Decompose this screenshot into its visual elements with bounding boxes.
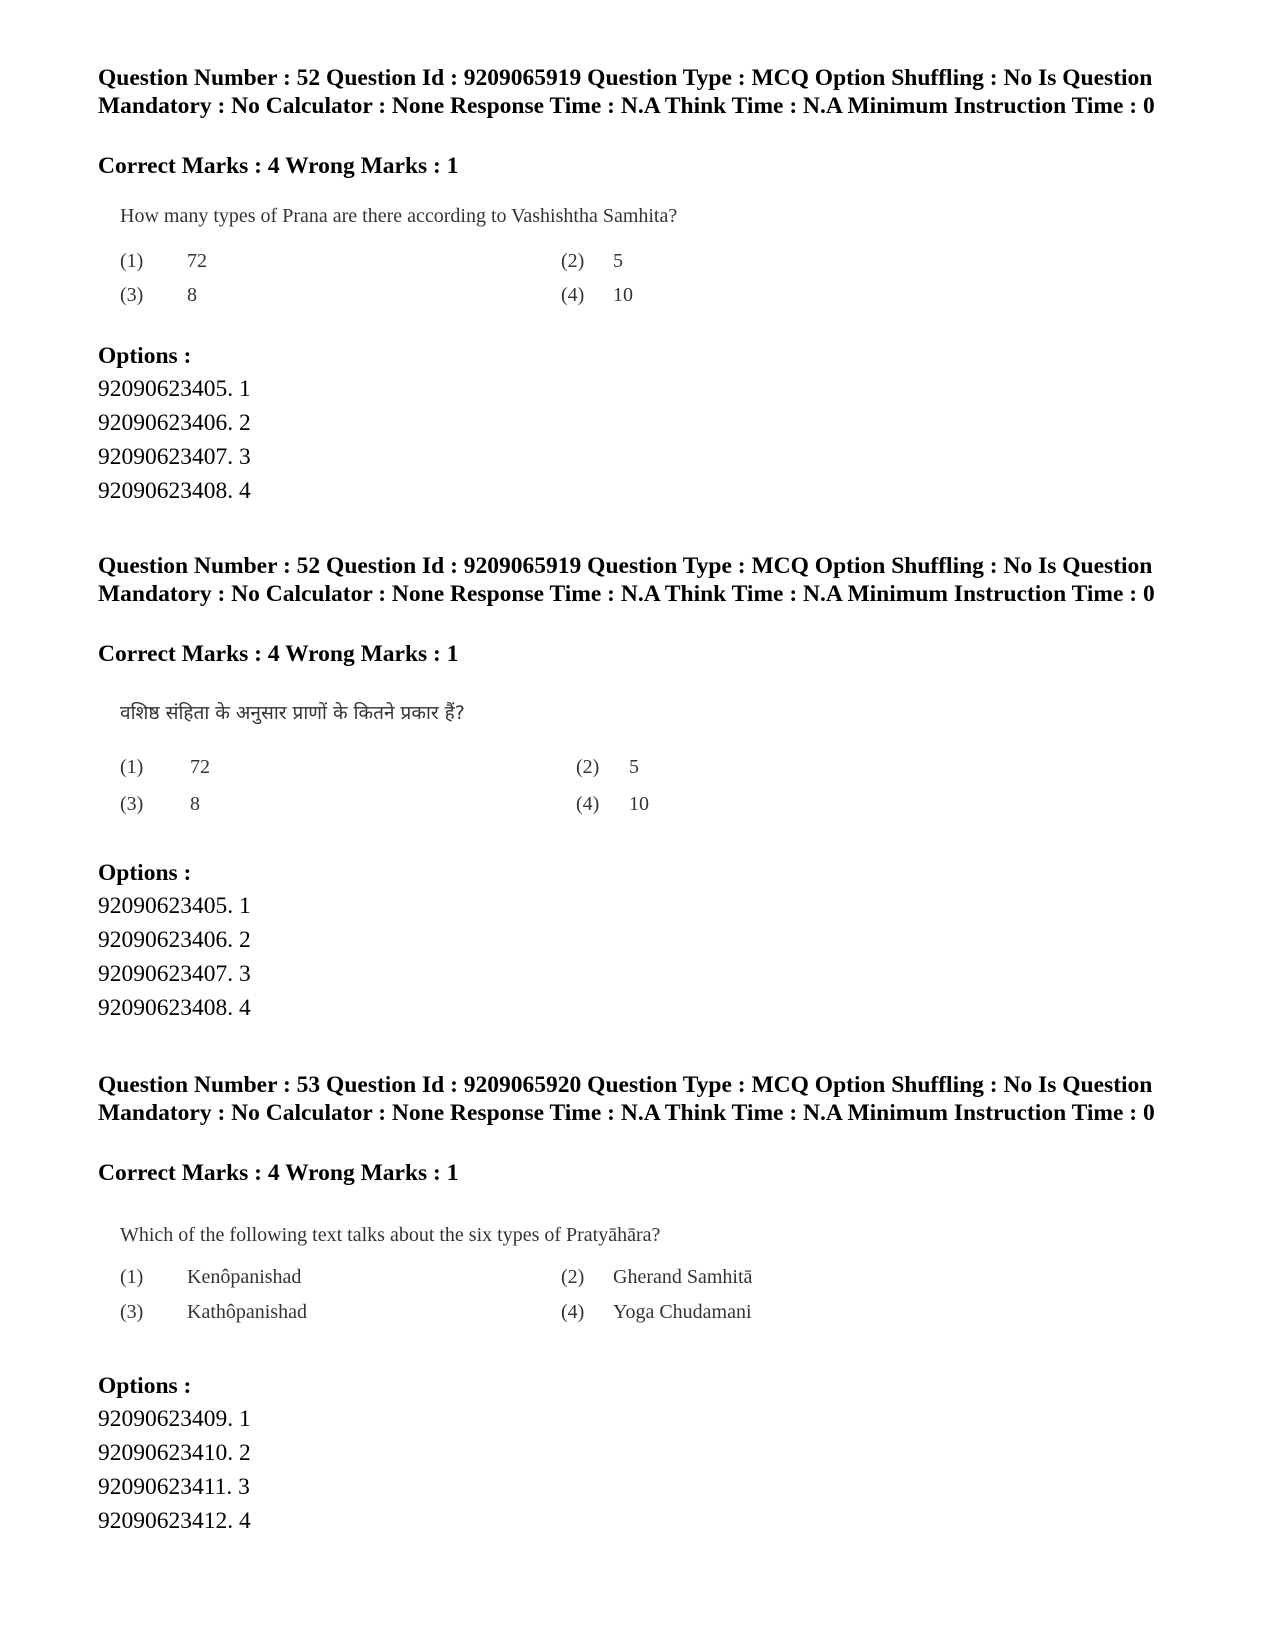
- choice-number: (3): [120, 1301, 144, 1323]
- choice-number: (3): [120, 793, 144, 815]
- marks-line: Correct Marks : 4 Wrong Marks : 1: [98, 1160, 459, 1186]
- choice-number: (2): [576, 756, 600, 778]
- choice-text: 72: [187, 250, 207, 272]
- choice-text: 5: [613, 250, 623, 272]
- choice-text: 8: [190, 793, 200, 815]
- question-image: [120, 1222, 820, 1334]
- question-header: Question Number : 52 Question Id : 9209065919 Question Type : MCQ Option Shuffling : No Is Question Mandatory : No Calculator : None Response Time : N.A Think Time : N.A Minimum Instruction Time : 0: [98, 65, 1155, 119]
- marks-line: Correct Marks : 4 Wrong Marks : 1: [98, 641, 459, 667]
- option-line: 92090623408. 4: [98, 478, 251, 504]
- options-label: Options :: [98, 1373, 192, 1399]
- option-line: 92090623408. 4: [98, 995, 251, 1021]
- choice-text: Kenôpanishad: [187, 1266, 302, 1288]
- choice-number: (1): [120, 756, 144, 778]
- choice-number: (2): [561, 250, 585, 272]
- option-line: 92090623406. 2: [98, 410, 251, 436]
- question-image: [120, 700, 820, 815]
- option-line: 92090623407. 3: [98, 444, 251, 470]
- options-label: Options :: [98, 860, 192, 886]
- choice-number: (3): [120, 284, 144, 306]
- choice-number: (4): [561, 1301, 585, 1323]
- question-text: वशिष्ठ संहिता के अनुसार प्राणों के कितने प्रकार हैं?: [120, 702, 465, 724]
- choice-text: 8: [187, 284, 197, 306]
- question-text: How many types of Prana are there according to Vashishtha Samhita?: [120, 205, 678, 227]
- option-line: 92090623405. 1: [98, 893, 251, 919]
- option-line: 92090623410. 2: [98, 1440, 251, 1466]
- option-line: 92090623412. 4: [98, 1508, 251, 1534]
- question-header: Question Number : 52 Question Id : 9209065919 Question Type : MCQ Option Shuffling : No Is Question Mandatory : No Calculator : None Response Time : N.A Think Time : N.A Minimum Instruction Time : 0: [98, 553, 1155, 607]
- choice-text: Kathôpanishad: [187, 1301, 307, 1323]
- choice-number: (4): [576, 793, 600, 815]
- choice-text: Gherand Samhitā: [613, 1266, 753, 1288]
- option-line: 92090623406. 2: [98, 927, 251, 953]
- marks-line: Correct Marks : 4 Wrong Marks : 1: [98, 153, 459, 179]
- option-line: 92090623407. 3: [98, 961, 251, 987]
- choice-number: (1): [120, 1266, 144, 1288]
- choice-text: 72: [190, 756, 210, 778]
- question-image: [120, 203, 820, 313]
- choice-number: (2): [561, 1266, 585, 1288]
- choice-number: (1): [120, 250, 144, 272]
- question-text: Which of the following text talks about the six types of Pratyāhāra?: [120, 1224, 661, 1246]
- choice-text: Yoga Chudamani: [613, 1301, 752, 1323]
- choice-number: (4): [561, 284, 585, 306]
- option-line: 92090623411. 3: [98, 1474, 250, 1500]
- option-line: 92090623405. 1: [98, 376, 251, 402]
- choice-text: 10: [629, 793, 649, 815]
- question-header: Question Number : 53 Question Id : 9209065920 Question Type : MCQ Option Shuffling : No Is Question Mandatory : No Calculator : None Response Time : N.A Think Time : N.A Minimum Instruction Time : 0: [98, 1072, 1155, 1126]
- options-label: Options :: [98, 343, 192, 369]
- choice-text: 10: [613, 284, 633, 306]
- choice-text: 5: [629, 756, 639, 778]
- option-line: 92090623409. 1: [98, 1406, 251, 1432]
